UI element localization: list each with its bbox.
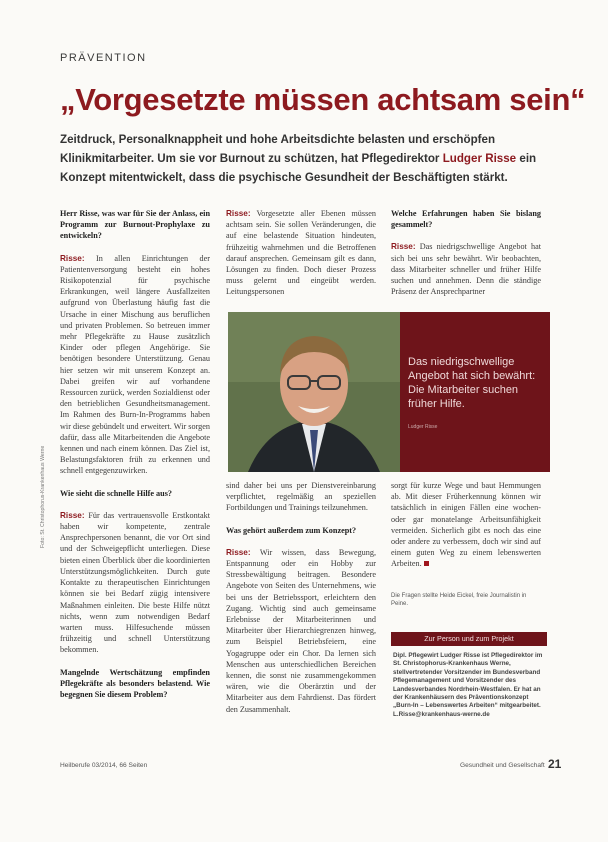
- lead-text-end: ein Konzept mitentwickelt, dass die psychische Gesundheit der Beschäftigten stärkt.: [60, 152, 537, 184]
- answer-5-text: Wir wissen, dass Bewegung, Entspannung oder ein Hobby zur Stressbewältigung beitragen. Besondere Angebote von Seiten des Unternehmens, wie bei uns der Betriebssport, erleichtern den Zugang. Wichtig sind auch gemeinsame Erlebnisse der Mitarbeiterinnen und Mitarbeiter über Hierarchiegrenzen hinweg, zum Beispiel Betriebsfeiern, eine Yogagruppe oder ein Chor. Da lernen sich Menschen aus unterschiedlichen Bereichen kennen, die sonst nie zusammengekommen wären, wie die Oberärztin und der Mitarbeiter aus dem Fahrdienst. Das fördert den Zusammenhalt.: [226, 547, 377, 714]
- speaker-label: Risse:: [60, 510, 85, 520]
- speaker-label: Risse:: [60, 253, 85, 263]
- photo-credit: Foto: St. Christophorus-Krankenhaus Werne: [40, 445, 46, 548]
- answer-3-continued: sind daher bei uns per Dienstvereinbarung verpflichtet, regelmäßig an speziellen Fortbildungen und Trainings teilzunehmen.: [226, 481, 376, 513]
- answer-4-continued: [391, 480, 541, 570]
- answer-5: [226, 547, 376, 715]
- answer-4: [391, 241, 541, 297]
- question-4: Welche Erfahrungen haben Sie bislang gesammelt?: [391, 209, 541, 230]
- interview-column-2: [226, 208, 376, 309]
- answer-3-text: Vorgesetzte aller Ebenen müssen achtsam sein. Sie sollen Veränderungen, die auf eine belastende Situation hindeuten, frühzeitig wahrnehmen und die Betroffenen darauf ansprechen. Gemeinsam gilt es dann, Lösungen zu finden. Doch dieser Prozess muss gelernt und eingeübt werden. Leitungspersonen: [226, 209, 376, 297]
- interview-column-3-lower: [391, 480, 541, 581]
- speaker-label: Risse:: [226, 547, 251, 557]
- question-5: Was gehört außerdem zum Konzept?: [226, 525, 357, 535]
- answer-4-continued-text: sorgt für kurze Wege und baut Hemmungen ab. Mit dieser Früherkennung können wir tatsächlich in einigen Fällen eine wochen- oder gar monatelange Arbeitsunfähigkeit vermeiden. Sicherlich gibt es noch das eine oder andere zu verbessern, doch wir sind auf einem guten Weg zu einem lebenswerten Arbeiten.: [391, 481, 541, 569]
- interview-column-2-lower: [226, 480, 376, 726]
- lead-paragraph: [60, 130, 558, 187]
- footer-source: Heilberufe 03/2014, 66 Seiten: [60, 762, 148, 769]
- pull-quote-author: Ludger Risse: [408, 424, 438, 430]
- answer-4-text: Das niedrigschwellige Angebot hat sich bei uns sehr bewährt. Wir beobachten, dass Mitarbeiter schneller und früher Hilfe suchen und annehmen. Denn die ständige Präsenz der Ansprechpartner: [391, 242, 541, 297]
- section-label: PRÄVENTION: [60, 52, 147, 64]
- answer-2: [60, 510, 210, 656]
- pull-quote-text: Das niedrigschwellige Angebot hat sich bewährt: Die Mitarbeiter suchen früher Hilfe.: [408, 356, 536, 410]
- profile-box-text: Dipl. Pflegewirt Ludger Risse ist Pflegedirektor im St. Christophorus-Krankenhaus Werne, stellvertretender Vorsitzender im Bundesverband Pflegemanagement und Vorsitzender des Landesverbandes Nordrhein-Westfalen. Er hat an der Krankenhäusern des Präventionskonzept „Burn-In – Lebenswertes Arbeiten“ mitgearbeitet. L.Risse@krankenhaus-werne.de: [393, 652, 543, 718]
- footer-rubric: Gesundheit und Gesellschaft: [460, 762, 545, 769]
- portrait-photo: [228, 312, 400, 472]
- answer-1: [60, 253, 210, 477]
- interview-column-1: [60, 208, 210, 711]
- interview-column-3: [391, 208, 541, 308]
- answer-3: [226, 208, 376, 298]
- page-title: „Vorgesetzte müssen achtsam sein“: [60, 82, 586, 117]
- speaker-label: Risse:: [226, 209, 251, 218]
- answer-2-text: Für das vertrauensvolle Erstkontakt haben wir kompetente, zentrale Ansprechpersonen benannt, die vor Ort sind und der Schweigepflicht unterliegen. Diese bieten einen Überblick über die koordinierten Unterstützungsmöglichkeiten. Durch gute Kontakte zu therapeutischen Einrichtungen können sie bei Bedarf zügig intensivere Maßnahmen einleiten. Die beste Hilfe nützt nichts, wenn zum notwendigen Bedarf warten muss. Hilfesuchende müssen frühzeitig und schnell Unterstützung bekommen.: [60, 510, 210, 655]
- interviewer-caption: Die Fragen stellte Heide Eickel, freie Journalistin in Peine.: [391, 593, 527, 607]
- question-2: Wie sieht die schnelle Hilfe aus?: [60, 488, 172, 498]
- lead-name: Ludger Risse: [442, 152, 517, 165]
- lead-text: Zeitdruck, Personalknappheit und hohe Arbeitsdichte belasten und erschöpfen Klinikmitarbeiter. Um sie vor Burnout zu schützen, hat Pflegedirektor: [60, 133, 496, 165]
- portrait-illustration: [228, 312, 400, 472]
- answer-1-text: In allen Einrichtungen der Patientenversorgung besteht ein hohes Risikopotenzial für psychische Erkrankungen, weil längere Ausfallzeiten aufgrund von Überlastung häufig fast die Ursache in einer Mischung aus beruflichen und privaten Problemen. So betreuen immer mehr Pflegekräfte zu Hause zusätzlich Kinder oder pflegen Angehörige. Sie benötigen besondere Unterstützung. Genau hier setzen wir mit unserem Konzept an. Dabei greifen wir auf vorhandene Ressourcen zurück, werden Sozialdienst oder den betrieblichen Gesundheitsmanagement. Im Rahmen des Burn-In-Programms haben wir diese gebündelt und erweitert. Wir sorgen dafür, dass alle Mitarbeitenden die Angebote kennen und nach einem können. Das Ziel ist, Belastungsfaktoren früh zu erkennen und schnell entgegenzuwirken.: [60, 253, 210, 476]
- question-1: Herr Risse, was war für Sie der Anlass, ein Programm zur Burnout-Prophylaxe zu entwickeln?: [60, 209, 210, 241]
- profile-box-title: Zur Person und zum Projekt: [391, 632, 547, 646]
- speaker-label: Risse:: [391, 242, 416, 252]
- question-3: Mangelnde Wertschätzung empfinden Pflegekräfte als besonders belastend. Wie begegnen Sie diesem Problem?: [60, 667, 210, 699]
- page-number: 21: [548, 757, 562, 771]
- end-mark-icon: [424, 561, 429, 566]
